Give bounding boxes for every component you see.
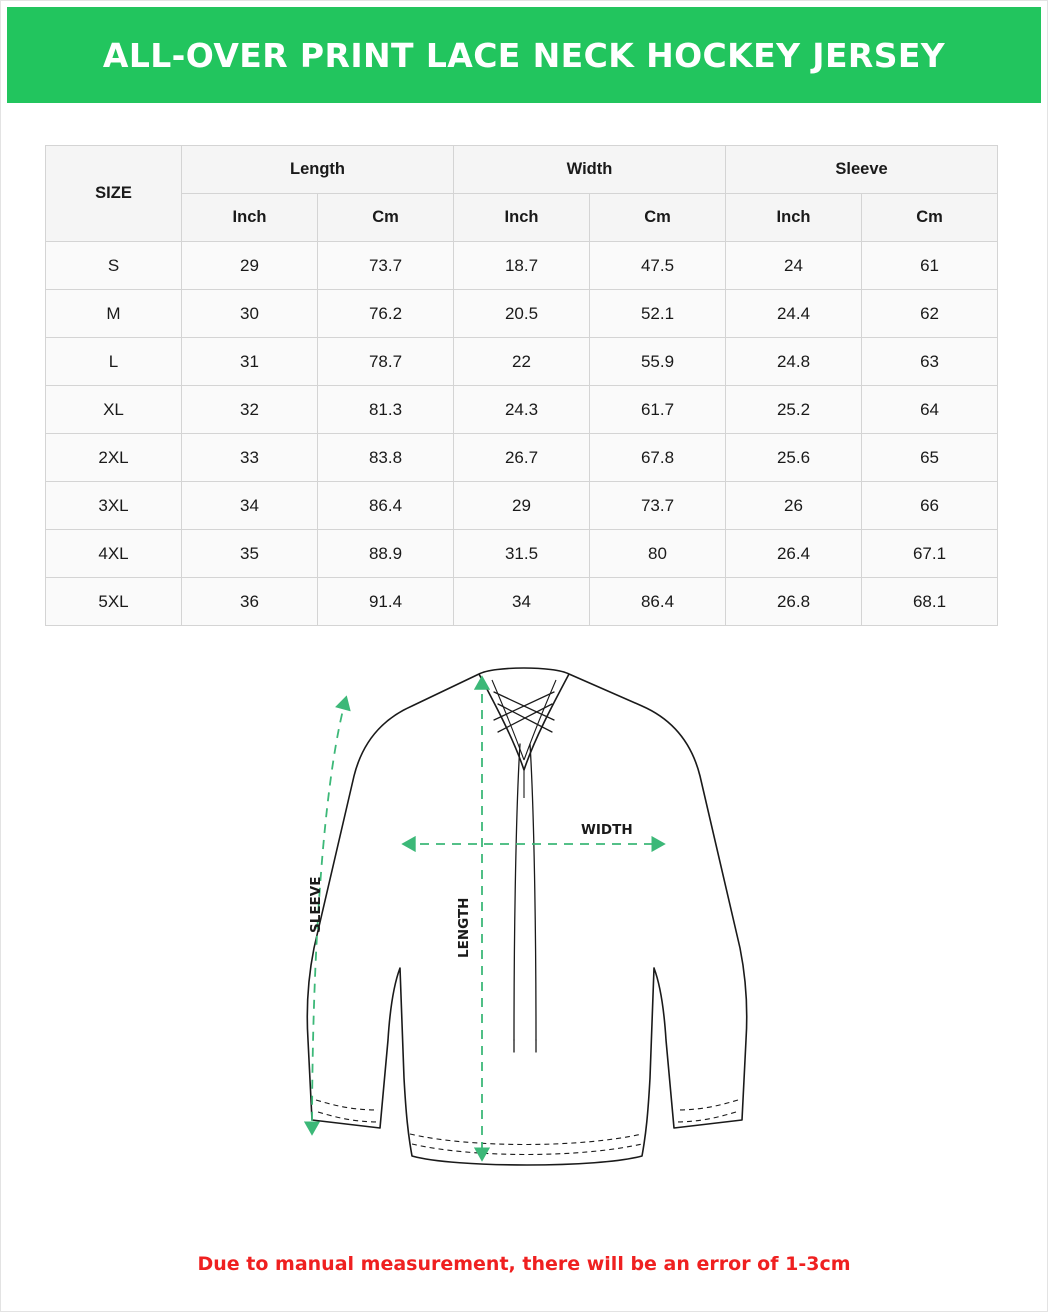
cell-sleeve-inch: 24.4 (726, 290, 862, 338)
cell-width-inch: 26.7 (454, 434, 590, 482)
cell-sleeve-cm: 68.1 (862, 578, 998, 626)
cell-sleeve-inch: 25.6 (726, 434, 862, 482)
table-row (46, 386, 998, 434)
cell-length-inch: 31 (182, 338, 318, 386)
cell-width-cm: 67.8 (590, 434, 726, 482)
cell-width-inch: 20.5 (454, 290, 590, 338)
cell-sleeve-cm: 62 (862, 290, 998, 338)
cell-size: 5XL (46, 578, 182, 626)
cell-sleeve-inch: 25.2 (726, 386, 862, 434)
cell-width-inch: 24.3 (454, 386, 590, 434)
table-row (46, 578, 998, 626)
cell-width-cm: 80 (590, 530, 726, 578)
cell-width-cm: 61.7 (590, 386, 726, 434)
cell-sleeve-cm: 65 (862, 434, 998, 482)
unit-sleeve-cm: Cm (862, 194, 998, 242)
cell-sleeve-cm: 63 (862, 338, 998, 386)
cell-sleeve-inch: 24 (726, 242, 862, 290)
cell-sleeve-cm: 61 (862, 242, 998, 290)
label-sleeve: SLEEVE (308, 876, 324, 933)
cell-width-cm: 73.7 (590, 482, 726, 530)
table-row (46, 434, 998, 482)
cell-length-inch: 33 (182, 434, 318, 482)
table-row (46, 338, 998, 386)
cell-length-cm: 86.4 (318, 482, 454, 530)
header-length: Length (182, 146, 454, 194)
page-title: ALL-OVER PRINT LACE NECK HOCKEY JERSEY (102, 35, 946, 75)
table-row (46, 530, 998, 578)
unit-length-cm: Cm (318, 194, 454, 242)
cell-sleeve-inch: 26.4 (726, 530, 862, 578)
cell-length-cm: 88.9 (318, 530, 454, 578)
cell-sleeve-cm: 66 (862, 482, 998, 530)
cell-size: XL (46, 386, 182, 434)
cell-size: M (46, 290, 182, 338)
cell-sleeve-inch: 26.8 (726, 578, 862, 626)
cell-length-cm: 81.3 (318, 386, 454, 434)
cell-size: 4XL (46, 530, 182, 578)
table-unit-header-row (46, 194, 998, 242)
table-row (46, 482, 998, 530)
header-banner (7, 7, 1041, 103)
size-table-container (45, 145, 1003, 626)
label-width: WIDTH (581, 822, 633, 838)
header-width: Width (454, 146, 726, 194)
cell-length-inch: 35 (182, 530, 318, 578)
cell-length-inch: 32 (182, 386, 318, 434)
cell-width-inch: 22 (454, 338, 590, 386)
unit-length-inch: Inch (182, 194, 318, 242)
header-size: SIZE (46, 146, 182, 242)
cell-length-cm: 83.8 (318, 434, 454, 482)
cell-size: 2XL (46, 434, 182, 482)
label-length: LENGTH (456, 897, 472, 958)
jersey-measurement-diagram (24, 648, 1024, 1193)
cell-size: 3XL (46, 482, 182, 530)
cell-size: S (46, 242, 182, 290)
jersey-outline (307, 668, 747, 1165)
table-group-header-row (46, 146, 998, 194)
cell-sleeve-inch: 24.8 (726, 338, 862, 386)
cell-sleeve-inch: 26 (726, 482, 862, 530)
unit-sleeve-inch: Inch (726, 194, 862, 242)
cell-length-cm: 76.2 (318, 290, 454, 338)
cell-width-inch: 31.5 (454, 530, 590, 578)
cell-length-cm: 73.7 (318, 242, 454, 290)
cell-width-inch: 18.7 (454, 242, 590, 290)
unit-width-cm: Cm (590, 194, 726, 242)
cell-length-cm: 78.7 (318, 338, 454, 386)
cell-width-cm: 47.5 (590, 242, 726, 290)
cell-length-cm: 91.4 (318, 578, 454, 626)
unit-width-inch: Inch (454, 194, 590, 242)
cell-size: L (46, 338, 182, 386)
cell-length-inch: 34 (182, 482, 318, 530)
cell-sleeve-cm: 67.1 (862, 530, 998, 578)
table-row (46, 242, 998, 290)
cell-length-inch: 29 (182, 242, 318, 290)
cell-width-inch: 29 (454, 482, 590, 530)
cell-width-cm: 86.4 (590, 578, 726, 626)
table-row (46, 290, 998, 338)
table-body (46, 242, 998, 626)
measurement-disclaimer: Due to manual measurement, there will be an error of 1-3cm (197, 1253, 851, 1275)
cell-length-inch: 30 (182, 290, 318, 338)
cell-length-inch: 36 (182, 578, 318, 626)
header-sleeve: Sleeve (726, 146, 998, 194)
cell-width-cm: 55.9 (590, 338, 726, 386)
cell-sleeve-cm: 64 (862, 386, 998, 434)
size-table (45, 145, 998, 626)
cell-width-inch: 34 (454, 578, 590, 626)
table-header (46, 146, 998, 242)
cell-width-cm: 52.1 (590, 290, 726, 338)
